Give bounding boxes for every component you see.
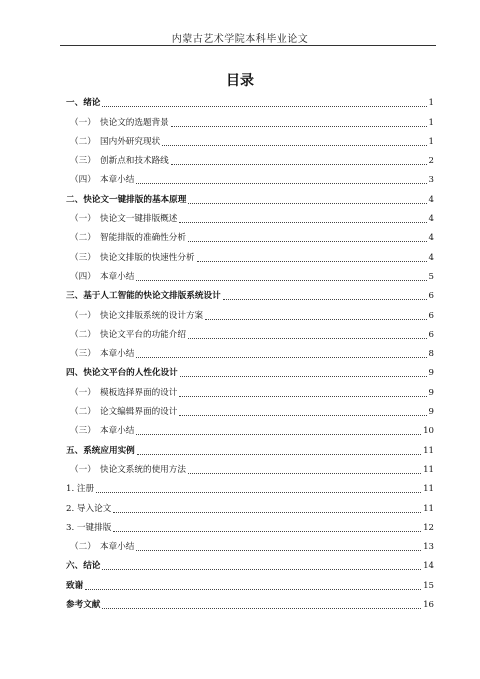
toc-entry-label — [66, 330, 186, 341]
toc-entry-label — [66, 446, 135, 457]
toc-page-number: 4 — [428, 214, 434, 225]
toc-page-number: 4 — [428, 233, 434, 244]
toc-entry-text: 快论文一键排版概述 — [100, 214, 178, 225]
toc-entry-label — [66, 407, 177, 418]
toc-entry[interactable] — [66, 399, 434, 418]
toc-entry[interactable] — [66, 572, 434, 591]
toc-entry-label — [66, 504, 111, 515]
toc-entry-number: （二） — [70, 136, 96, 147]
toc-entry-text: 快论文系统的使用方法 — [100, 464, 186, 475]
toc-entry-text: 本章小结 — [100, 175, 135, 186]
toc-entry-label — [66, 349, 134, 360]
dot-leader — [96, 492, 421, 493]
dot-leader — [179, 222, 426, 223]
toc-entry[interactable] — [66, 553, 434, 572]
table-of-contents — [66, 90, 434, 611]
toc-page-number: 11 — [423, 464, 434, 475]
dot-leader — [188, 241, 427, 242]
dot-leader — [113, 531, 421, 532]
toc-entry-label — [66, 581, 83, 592]
dot-leader — [180, 376, 427, 377]
dot-leader — [85, 589, 421, 590]
dot-leader — [188, 338, 427, 339]
toc-entry[interactable] — [66, 264, 434, 283]
toc-entry-text: 快论文排版的快速性分析 — [100, 252, 195, 263]
toc-page-number: 9 — [428, 387, 434, 398]
dot-leader — [136, 357, 426, 358]
dot-leader — [136, 280, 426, 281]
toc-entry[interactable] — [66, 129, 434, 148]
toc-entry-label — [66, 195, 186, 206]
toc-page-number: 11 — [423, 503, 434, 514]
toc-entry[interactable] — [66, 592, 434, 611]
toc-page-number: 9 — [428, 407, 434, 418]
toc-entry-text: 3. 一键排版 — [66, 522, 112, 533]
dot-leader — [102, 569, 421, 570]
toc-entry-text: 本章小结 — [100, 271, 135, 282]
toc-page-number: 3 — [428, 175, 434, 186]
header-rule — [60, 45, 436, 46]
toc-entry[interactable] — [66, 90, 434, 109]
dot-leader — [205, 319, 426, 320]
dot-leader — [179, 415, 426, 416]
toc-entry-text: 创新点和技术路线 — [100, 156, 169, 167]
toc-entry-number: （一） — [70, 464, 96, 475]
toc-page-number: 1 — [428, 136, 434, 147]
dot-leader — [162, 145, 426, 146]
dot-leader — [102, 608, 421, 609]
toc-entry-text: 国内外研究现状 — [100, 136, 161, 147]
dot-leader — [136, 550, 421, 551]
toc-page-number: 16 — [423, 600, 434, 611]
toc-page-number: 10 — [423, 426, 434, 437]
toc-entry-label — [66, 291, 221, 302]
toc-entry-number: （一） — [70, 310, 96, 321]
toc-page-number: 13 — [423, 542, 434, 553]
toc-page-number: 6 — [428, 310, 434, 321]
running-header: 内蒙古艺术学院本科毕业论文 — [171, 34, 309, 45]
toc-entry-number: （三） — [70, 426, 96, 437]
toc-entry[interactable] — [66, 457, 434, 476]
toc-entry-label — [66, 388, 177, 399]
toc-entry-number: （三） — [70, 252, 96, 263]
toc-entry-text: 快论文平台的功能介绍 — [100, 329, 186, 340]
toc-entry[interactable] — [66, 476, 434, 495]
toc-entry[interactable] — [66, 167, 434, 186]
page-title: 目录 — [226, 73, 254, 89]
toc-entry-number: （三） — [70, 156, 96, 167]
toc-entry[interactable] — [66, 322, 434, 341]
toc-page-number: 8 — [428, 349, 434, 360]
toc-entry-number: （二） — [70, 407, 96, 418]
toc-entry-number: （一） — [70, 214, 96, 225]
toc-entry-number: （四） — [70, 271, 96, 282]
toc-entry-text: 五、系统应用实例 — [66, 445, 135, 456]
toc-page-number: 2 — [428, 156, 434, 167]
toc-page-number: 1 — [428, 117, 434, 128]
toc-entry[interactable] — [66, 418, 434, 437]
dot-leader — [102, 106, 426, 107]
toc-entry-text: 六、结论 — [66, 561, 101, 572]
toc-page-number: 6 — [428, 291, 434, 302]
toc-entry-text: 二、快论文一键排版的基本原理 — [66, 194, 187, 205]
dot-leader — [171, 164, 427, 165]
toc-entry-text: 致谢 — [66, 580, 84, 591]
dot-leader — [113, 512, 421, 513]
toc-page-number: 14 — [423, 561, 434, 572]
toc-entry[interactable] — [66, 244, 434, 263]
toc-entry-label — [66, 561, 100, 572]
toc-entry-label — [66, 214, 177, 225]
toc-entry-text: 本章小结 — [100, 426, 135, 437]
toc-entry-number: （二） — [70, 542, 96, 553]
toc-page-number: 5 — [428, 271, 434, 282]
toc-entry-label — [66, 272, 134, 283]
toc-entry-text: 本章小结 — [100, 349, 135, 360]
toc-entry-number: （二） — [70, 329, 96, 340]
toc-entry-label — [66, 368, 178, 379]
toc-entry-text: 四、快论文平台的人性化设计 — [66, 368, 178, 379]
toc-entry-label — [66, 426, 134, 437]
dot-leader — [197, 261, 427, 262]
toc-entry[interactable] — [66, 534, 434, 553]
toc-entry-text: 快论文的选题背景 — [100, 117, 169, 128]
toc-entry[interactable] — [66, 206, 434, 225]
toc-entry-label — [66, 253, 195, 264]
toc-entry-text: 1. 注册 — [66, 484, 95, 495]
toc-entry-number: （一） — [70, 117, 96, 128]
toc-entry[interactable] — [66, 360, 434, 379]
toc-entry-text: 一、绪论 — [66, 98, 101, 109]
toc-entry-label — [66, 233, 186, 244]
toc-entry-text: 本章小结 — [100, 542, 135, 553]
toc-entry-text: 论文编辑界面的设计 — [100, 407, 178, 418]
dot-leader — [179, 396, 426, 397]
toc-entry-label — [66, 484, 94, 495]
toc-page-number: 11 — [423, 445, 434, 456]
toc-entry-label — [66, 600, 100, 611]
toc-page-number: 6 — [428, 329, 434, 340]
dot-leader — [188, 203, 426, 204]
toc-entry[interactable] — [66, 109, 434, 128]
toc-entry[interactable] — [66, 186, 434, 205]
toc-entry[interactable] — [66, 437, 434, 456]
toc-entry[interactable] — [66, 495, 434, 514]
toc-entry[interactable] — [66, 302, 434, 321]
toc-entry[interactable] — [66, 225, 434, 244]
dot-leader — [171, 126, 427, 127]
toc-page-number: 1 — [428, 98, 434, 109]
toc-entry-number: （四） — [70, 175, 96, 186]
toc-entry-label — [66, 523, 111, 534]
toc-entry[interactable] — [66, 341, 434, 360]
toc-entry-text: 三、基于人工智能的快论文排版系统设计 — [66, 291, 221, 302]
toc-entry-text: 智能排版的准确性分析 — [100, 233, 186, 244]
toc-entry-number: （二） — [70, 233, 96, 244]
toc-entry-text: 参考文献 — [66, 600, 101, 611]
toc-page-number: 15 — [423, 580, 434, 591]
toc-entry-label — [66, 465, 186, 476]
toc-page-number: 4 — [428, 252, 434, 263]
dot-leader — [136, 434, 421, 435]
dot-leader — [188, 473, 421, 474]
toc-entry-number: （一） — [70, 387, 96, 398]
toc-page-number: 4 — [428, 194, 434, 205]
dot-leader — [137, 454, 421, 455]
toc-entry-text: 快论文排版系统的设计方案 — [100, 310, 204, 321]
toc-entry-label — [66, 175, 134, 186]
toc-entry-label — [66, 542, 134, 553]
toc-entry-text: 模板选择界面的设计 — [100, 387, 178, 398]
toc-entry[interactable] — [66, 148, 434, 167]
toc-entry-label — [66, 118, 169, 129]
toc-entry-number: （三） — [70, 349, 96, 360]
toc-entry-label — [66, 311, 203, 322]
toc-entry[interactable] — [66, 379, 434, 398]
toc-page-number: 11 — [423, 484, 434, 495]
toc-entry[interactable] — [66, 283, 434, 302]
toc-entry-label — [66, 98, 100, 109]
toc-page-number: 9 — [428, 368, 434, 379]
toc-entry-label — [66, 137, 160, 148]
toc-entry[interactable] — [66, 515, 434, 534]
toc-entry-text: 2. 导入论文 — [66, 503, 112, 514]
dot-leader — [136, 183, 426, 184]
toc-page-number: 12 — [423, 522, 434, 533]
dot-leader — [223, 299, 427, 300]
toc-entry-label — [66, 156, 169, 167]
